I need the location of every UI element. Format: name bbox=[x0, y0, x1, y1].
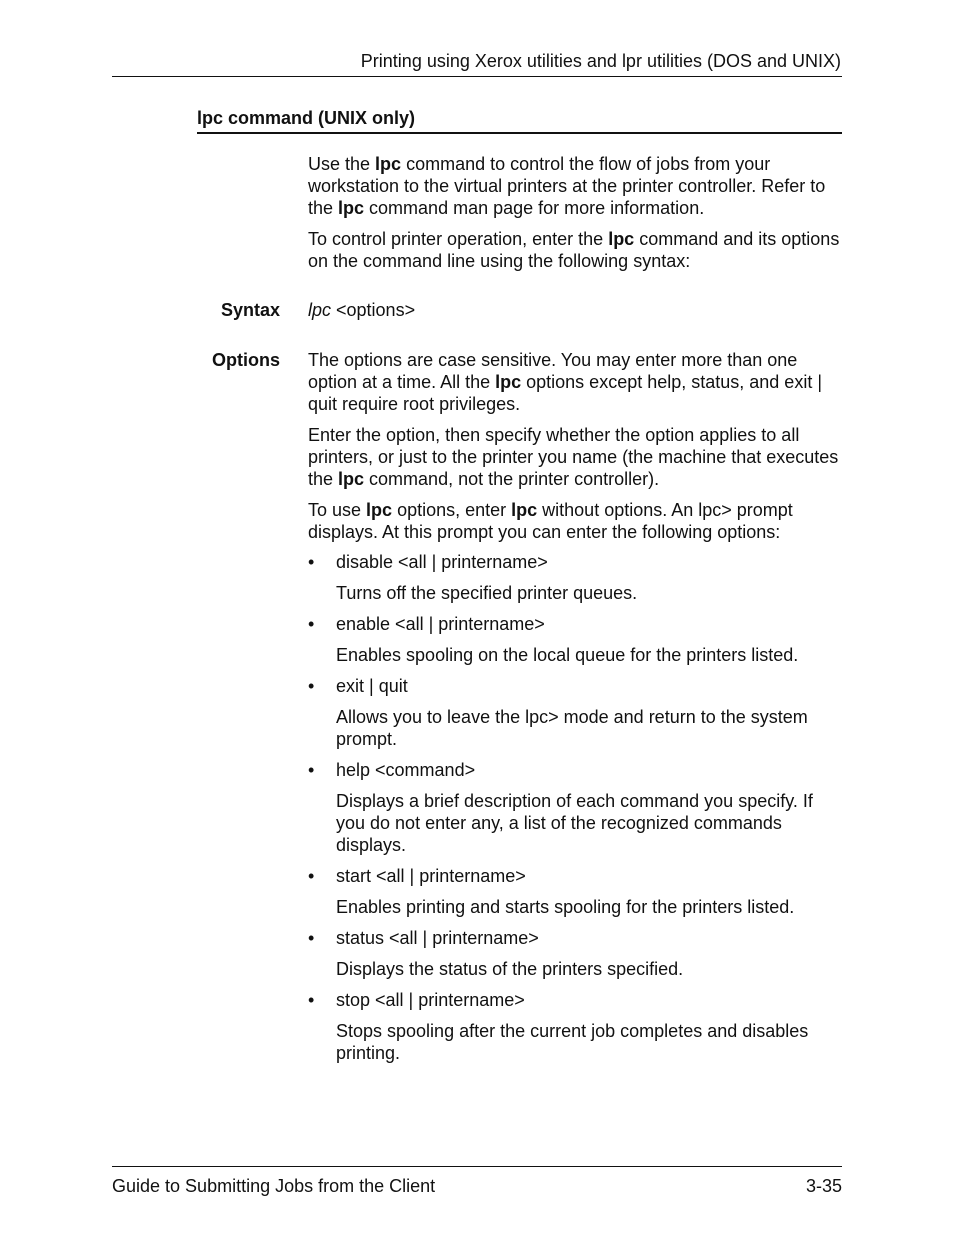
section-divider bbox=[197, 132, 842, 134]
syntax-line: lpc <options> bbox=[308, 300, 416, 320]
header-divider bbox=[112, 76, 842, 77]
options-list bbox=[308, 551, 842, 1064]
bullet-icon: • bbox=[308, 676, 315, 696]
option-name: help <command> bbox=[336, 760, 476, 780]
list-item bbox=[308, 613, 842, 666]
option-description: Displays a brief description of each command you specify. If you do not enter any, a list of the recognized commands displays. bbox=[336, 791, 813, 855]
footer-document-title: Guide to Submitting Jobs from the Client bbox=[112, 1176, 436, 1196]
option-name: exit | quit bbox=[336, 676, 408, 696]
page-number: 3-35 bbox=[805, 1176, 842, 1196]
footer-divider bbox=[112, 1166, 842, 1167]
option-name: status <all | printername> bbox=[336, 928, 539, 948]
option-description: Stops spooling after the current job completes and disables printing. bbox=[336, 1021, 809, 1063]
list-item bbox=[308, 989, 842, 1064]
option-description: Allows you to leave the lpc> mode and return to the system prompt. bbox=[336, 707, 808, 749]
options-label: Options bbox=[212, 350, 280, 370]
list-item bbox=[308, 759, 842, 856]
bullet-icon: • bbox=[308, 928, 315, 948]
list-item bbox=[308, 551, 842, 604]
section-title: lpc command (UNIX only) bbox=[197, 108, 416, 128]
intro-paragraph-2: To control printer operation, enter the lpc command and its options on the command line using the following syntax: bbox=[308, 229, 840, 271]
list-item bbox=[308, 927, 842, 980]
bullet-icon: • bbox=[308, 866, 315, 886]
bullet-icon: • bbox=[308, 990, 315, 1010]
option-name: disable <all | printername> bbox=[336, 552, 548, 572]
option-name: start <all | printername> bbox=[336, 866, 526, 886]
bullet-icon: • bbox=[308, 614, 315, 634]
option-description: Enables printing and starts spooling for the printers listed. bbox=[336, 897, 795, 917]
intro-block bbox=[308, 153, 842, 272]
syntax-label: Syntax bbox=[220, 300, 280, 320]
running-header: Printing using Xerox utilities and lpr utilities (DOS and UNIX) bbox=[360, 51, 841, 71]
option-name: enable <all | printername> bbox=[336, 614, 545, 634]
bullet-icon: • bbox=[308, 760, 315, 780]
options-paragraph-3: To use lpc options, enter lpc without options. An lpc> prompt displays. At this prompt you can enter the following options: bbox=[308, 500, 793, 542]
option-description: Enables spooling on the local queue for the printers listed. bbox=[336, 645, 799, 665]
option-name: stop <all | printername> bbox=[336, 990, 525, 1010]
options-block bbox=[308, 349, 842, 543]
option-description: Displays the status of the printers specified. bbox=[336, 959, 684, 979]
options-paragraph-2: Enter the option, then specify whether the option applies to all printers, or just to the printer you name (the machine that executes the lpc command, not the printer controller). bbox=[308, 425, 839, 489]
list-item bbox=[308, 865, 842, 918]
options-paragraph-1: The options are case sensitive. You may enter more than one option at a time. All the lpc options except help, status, and exit | quit require root privileges. bbox=[308, 350, 822, 414]
intro-paragraph-1: Use the lpc command to control the flow of jobs from your workstation to the virtual printers at the printer controller. Refer to the lpc command man page for more information. bbox=[308, 154, 826, 218]
option-description: Turns off the specified printer queues. bbox=[336, 583, 638, 603]
bullet-icon: • bbox=[308, 552, 315, 572]
list-item bbox=[308, 675, 842, 750]
